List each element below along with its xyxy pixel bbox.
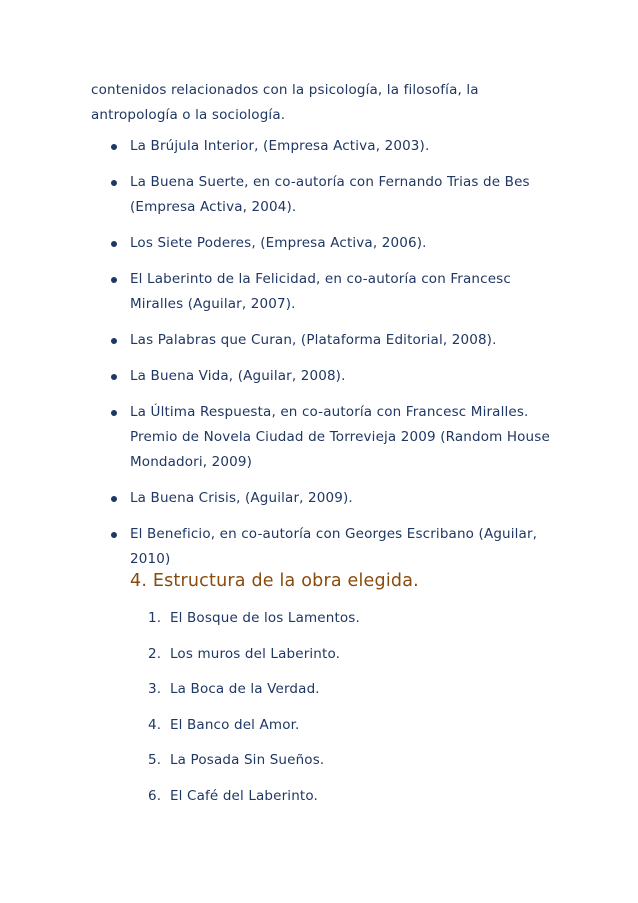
bullet-icon <box>111 180 117 186</box>
bibliography-item: El Laberinto de la Felicidad, en co-autoría con Francesc Miralles (Aguilar, 2007). <box>0 267 638 317</box>
bullet-icon <box>111 532 117 538</box>
chapter-title: El Banco del Amor. <box>170 716 300 733</box>
chapter-title: Los muros del Laberinto. <box>170 645 341 662</box>
chapter-number: 4. <box>148 716 162 733</box>
intro-line-2: antropología o la sociología. <box>91 107 286 123</box>
bibliography-item: La Última Respuesta, en co-autoría con Francesc Miralles. Premio de Novela Ciudad de Torrevieja 2009 (Random House Mondadori, 2009) <box>0 400 638 475</box>
intro-line-1: contenidos relacionados con la psicología, la filosofía, la <box>91 82 479 98</box>
bibliography-list <box>0 134 638 583</box>
bibliography-item: El Beneficio, en co-autoría con Georges Escribano (Aguilar, 2010) <box>0 522 638 572</box>
chapter-title: La Posada Sin Sueños. <box>170 752 325 768</box>
bullet-icon <box>111 374 117 380</box>
chapter-list <box>0 606 638 819</box>
chapter-item <box>0 748 638 773</box>
bibliography-item: Los Siete Poderes, (Empresa Activa, 2006). <box>0 231 638 256</box>
bibliography-item: La Buena Suerte, en co-autoría con Fernando Trias de Bes (Empresa Activa, 2004). <box>0 170 638 220</box>
section-heading: 4. Estructura de la obra elegida. <box>130 571 419 591</box>
bibliography-item: La Brújula Interior, (Empresa Activa, 2003). <box>0 134 638 159</box>
bullet-icon <box>111 241 117 247</box>
chapter-item <box>0 713 638 738</box>
chapter-number: 2. <box>148 645 162 662</box>
bullet-icon <box>111 144 117 150</box>
chapter-number: 1. <box>148 610 162 626</box>
chapter-number: 5. <box>148 752 162 768</box>
chapter-number: 3. <box>148 681 162 697</box>
intro-paragraph <box>91 78 561 128</box>
chapter-title: El Bosque de los Lamentos. <box>170 610 360 626</box>
chapter-number: 6. <box>148 787 162 804</box>
chapter-title: El Café del Laberinto. <box>170 787 318 804</box>
chapter-item <box>0 642 638 667</box>
bullet-icon <box>111 338 117 344</box>
chapter-title: La Boca de la Verdad. <box>170 681 320 697</box>
chapter-item <box>0 606 638 631</box>
bullet-icon <box>111 277 117 283</box>
chapter-item <box>0 784 638 809</box>
chapter-item <box>0 677 638 702</box>
bibliography-item: Las Palabras que Curan, (Plataforma Editorial, 2008). <box>0 328 638 353</box>
bibliography-item: La Buena Vida, (Aguilar, 2008). <box>0 364 638 389</box>
bullet-icon <box>111 496 117 502</box>
bullet-icon <box>111 410 117 416</box>
bibliography-item: La Buena Crisis, (Aguilar, 2009). <box>0 486 638 511</box>
